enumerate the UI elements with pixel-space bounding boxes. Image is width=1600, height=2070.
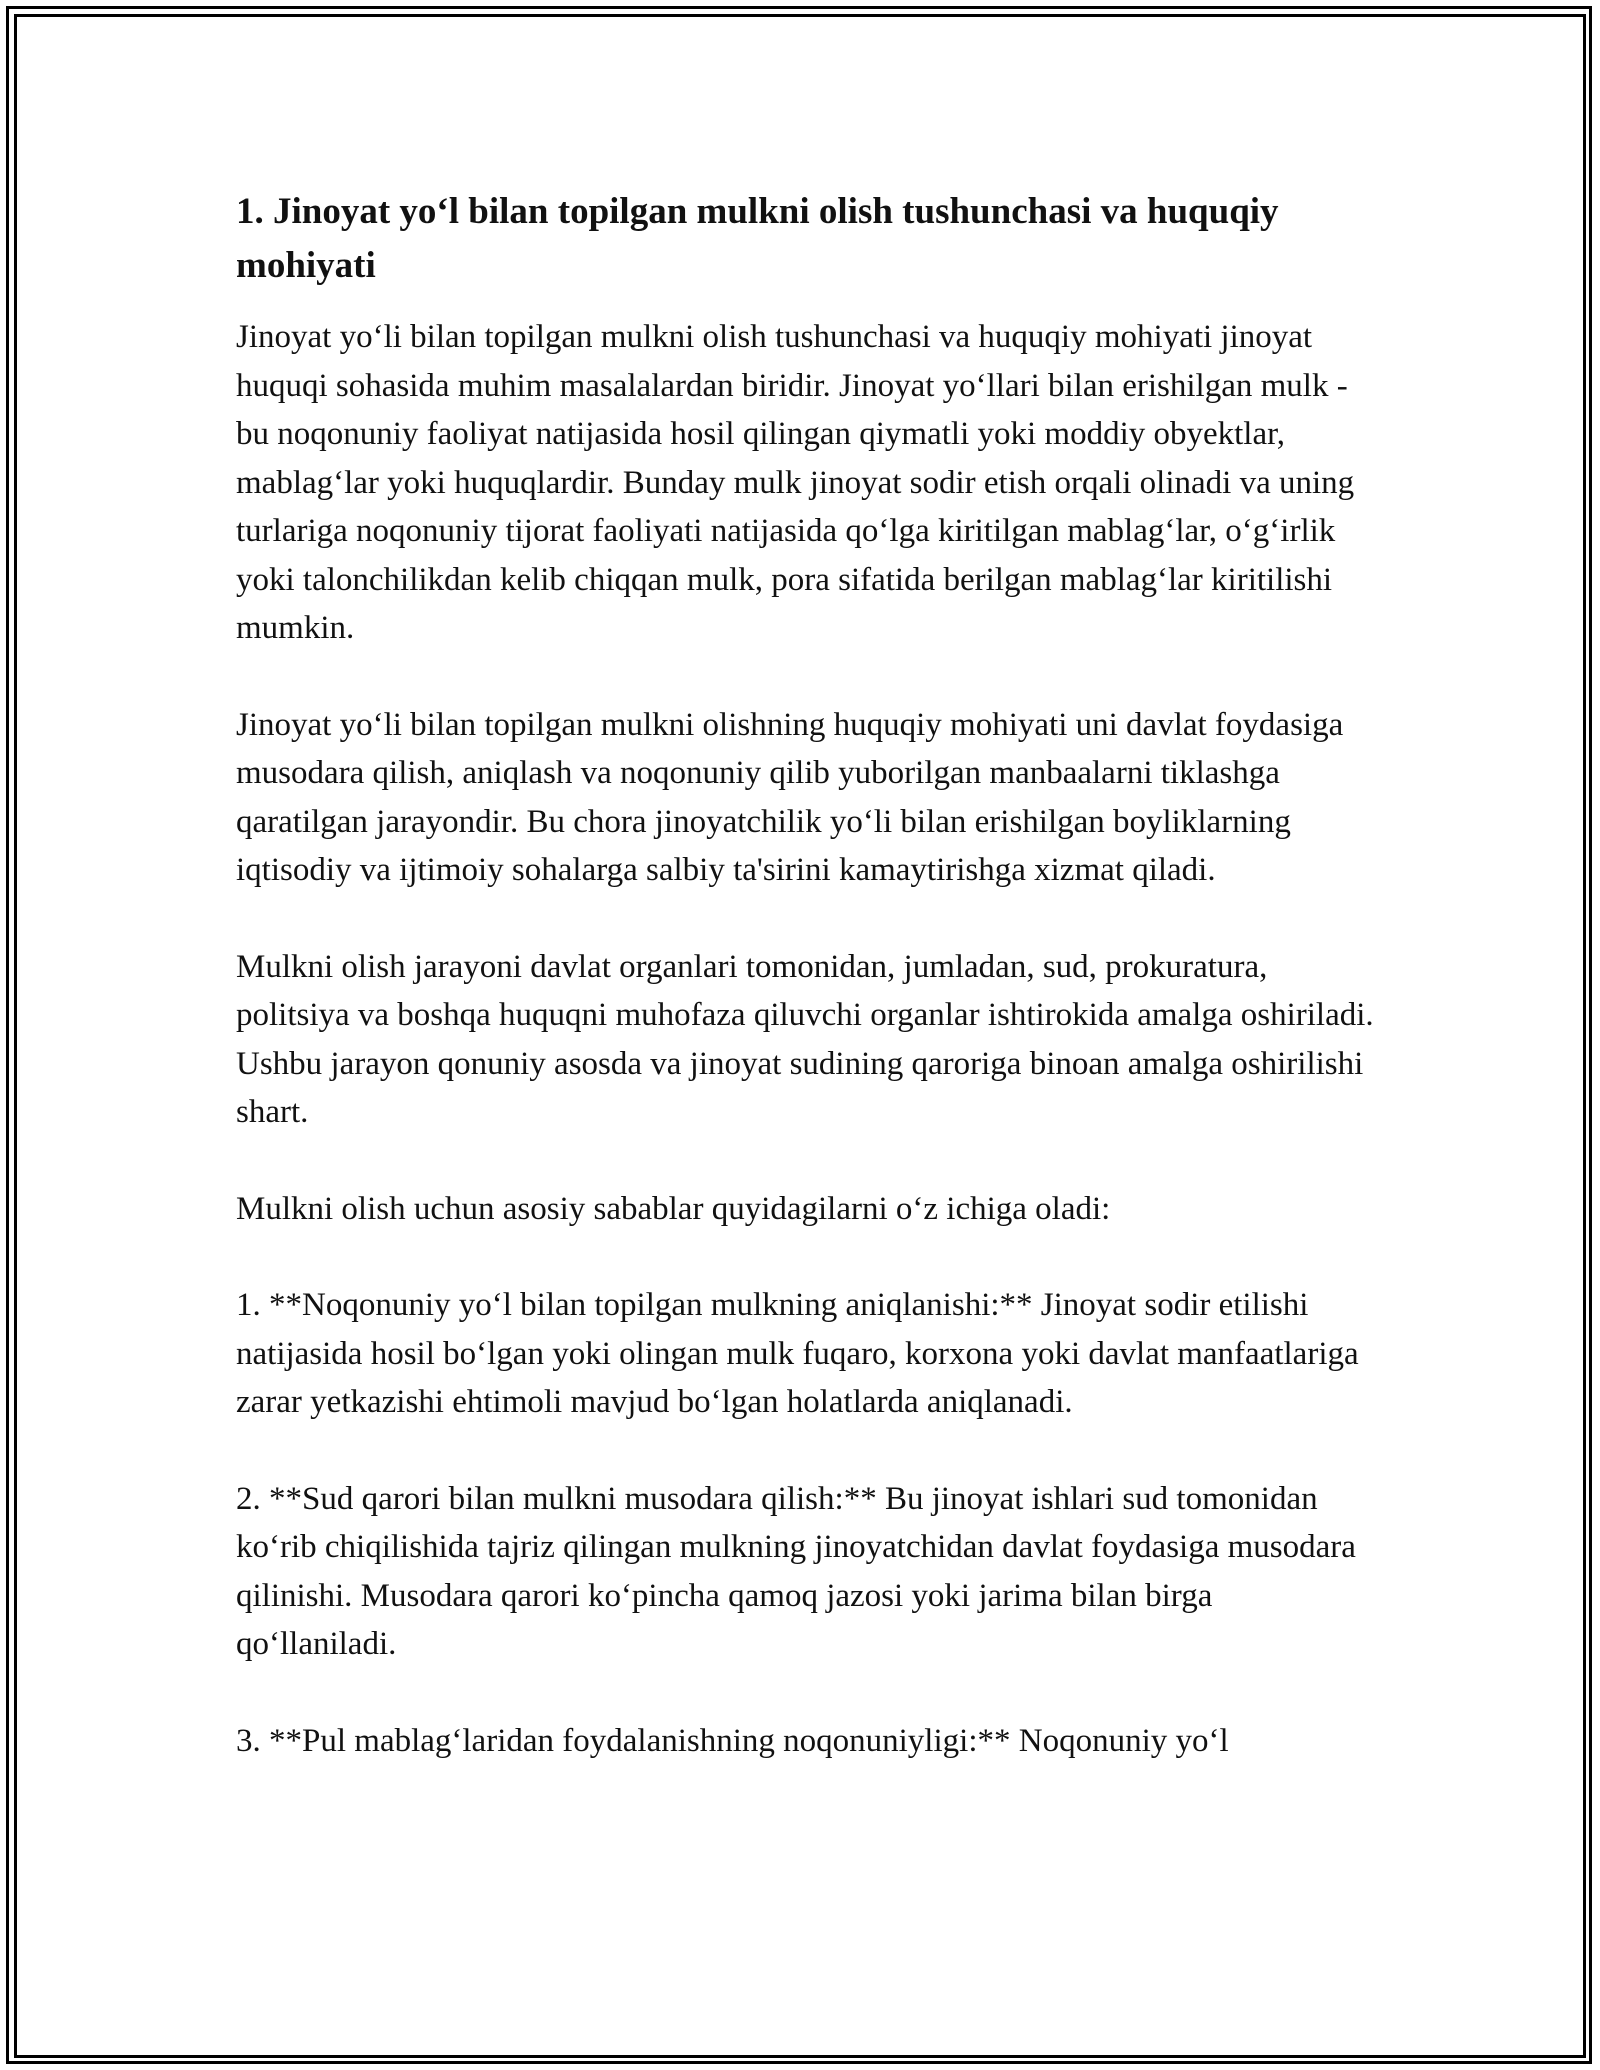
list-item-1: 1. **Noqonuniy yo‘l bilan topilgan mulkning aniqlanishi:** Jinoyat sodir etilishi natijasida hosil bo‘lgan yoki olingan mulk fuqaro, korxona yoki davlat manfaatlariga zarar yetkazishi ehtimoli mavjud bo‘lgan holatlarda aniqlanadi.: [236, 1287, 1359, 1420]
paragraph-process: Mulkni olish jarayoni davlat organlari tomonidan, jumladan, sud, prokuratura, politsiya va boshqa huquqni muhofaza qiluvchi organlar ishtirokida amalga oshiriladi. Ushbu jarayon qonuniy asosda va jinoyat sudining qaroriga binoan amalga oshirilishi shart.: [236, 948, 1374, 1130]
paragraph-reasons-intro: Mulkni olish uchun asosiy sabablar quyidagilarni o‘z ichiga oladi:: [236, 1190, 1111, 1227]
list-item-3: 3. **Pul mablag‘laridan foydalanishning noqonuniyligi:** Noqonuniy yo‘l: [236, 1722, 1229, 1759]
paragraph-definition: Jinoyat yo‘li bilan topilgan mulkni olish tushunchasi va huquqiy mohiyati jinoyat huquqi sohasida muhim masalalardan biridir. Jinoyat yo‘llari bilan erishilgan mulk - bu noqonuniy faoliyat natijasida hosil qilingan qiymatli yoki moddiy obyektlar, mablag‘lar yoki huquqlardir. Bunday mulk jinoyat sodir etish orqali olinadi va uning turlariga noqonuniy tijorat faoliyati natijasida qo‘lga kiritilgan mablag‘lar, o‘g‘irlik yoki talonchilikdan kelib chiqqan mulk, pora sifatida berilgan mablag‘lar kiritilishi mumkin.: [236, 319, 1355, 646]
list-item-2: 2. **Sud qarori bilan mulkni musodara qilish:** Bu jinoyat ishlari sud tomonidan ko‘rib chiqilishida tajriz qilingan mulkning jinoyatchidan davlat foydasiga musodara qilinishi. Musodara qarori ko‘pincha qamoq jazosi yoki jarima bilan birga qo‘llaniladi.: [236, 1480, 1356, 1662]
section-heading: 1. Jinoyat yo‘l bilan topilgan mulkni olish tushunchasi va huquqiy mohiyati: [236, 191, 1279, 286]
document-body: [236, 185, 1376, 1813]
paragraph-legal-essence: Jinoyat yo‘li bilan topilgan mulkni olishning huquqiy mohiyati uni davlat foydasiga musodara qilish, aniqlash va noqonuniy qilib yuborilgan manbaalarni tiklashga qaratilgan jarayondir. Bu chora jinoyatchilik yo‘li bilan erishilgan boyliklarning iqtisodiy va ijtimoiy sohalarga salbiy ta'sirini kamaytirishga xizmat qiladi.: [236, 706, 1344, 888]
